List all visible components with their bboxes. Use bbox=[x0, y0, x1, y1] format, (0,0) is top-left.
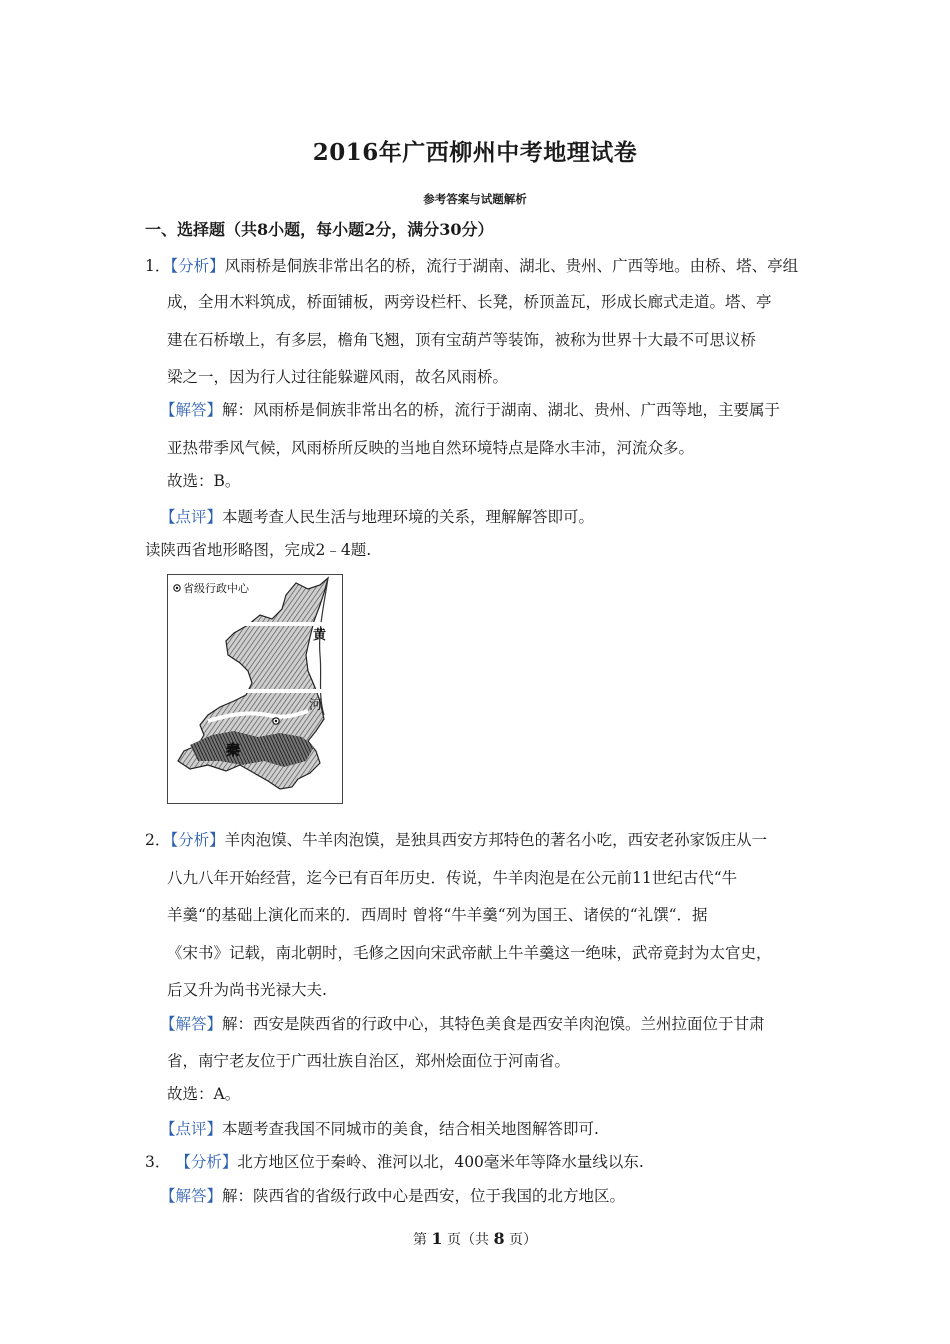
question-1-analysis-line-3: 建在石桥墩上，有多层，檐角飞翘，顶有宝葫芦等装饰，被称为世界十大最不可思议桥 bbox=[167, 331, 757, 349]
analysis-text: 羊肉泡馍、牛羊肉泡馍，是独具西安方邦特色的著名小吃，西安老孙家饭庄从一 bbox=[224, 831, 768, 849]
question-1-analysis-line-1 bbox=[145, 255, 798, 277]
question-3-answer bbox=[160, 1185, 625, 1207]
question-number: 3． bbox=[145, 1153, 171, 1171]
question-2-analysis-line-4: 《宋书》记载，南北朝时，毛修之因向宋武帝献上牛羊羹这一绝味，武帝竟封为太官史， bbox=[167, 944, 772, 962]
question-1-answer-line-2: 亚热带季风气候，风雨桥所反映的当地自然环境特点是降水丰沛，河流众多。 bbox=[167, 439, 695, 457]
answer-tag: 【解答】 bbox=[160, 1015, 223, 1033]
answer-text: 解：西安是陕西省的行政中心，其特色美食是西安羊肉泡馍。兰州拉面位于甘肃 bbox=[222, 1015, 765, 1033]
question-1-analysis-line-4: 梁之一，因为行人过往能躲避风雨，故名风雨桥。 bbox=[167, 368, 509, 386]
footer-middle: 页（共 bbox=[442, 1232, 494, 1248]
footer-suffix: 页） bbox=[504, 1232, 538, 1248]
map-intro: 读陕西省地形略图，完成2﹣4题. bbox=[145, 541, 372, 559]
answer-tag: 【解答】 bbox=[160, 401, 223, 419]
analysis-tag: 【分析】 bbox=[170, 831, 225, 849]
comment-tag: 【点评】 bbox=[160, 508, 223, 526]
map-gap-bottom bbox=[168, 689, 342, 693]
section-heading: 一、选择题（共8小题，每小题2分，满分30分） bbox=[145, 220, 494, 239]
shaanxi-terrain-map bbox=[167, 574, 343, 804]
label-he: 河 bbox=[309, 698, 323, 713]
question-1-analysis-line-2: 成，全用木料筑成，桥面铺板，两旁设栏杆、长凳，桥顶盖瓦，形成长廊式走道。塔、亭 bbox=[167, 293, 772, 311]
legend-symbol-dot bbox=[176, 587, 178, 589]
label-huang: 黄 bbox=[313, 628, 327, 643]
question-2-choice: 故选：A。 bbox=[167, 1085, 241, 1103]
question-1-answer-line-1 bbox=[160, 399, 780, 421]
question-3-analysis bbox=[145, 1151, 644, 1173]
page-total: 8 bbox=[493, 1229, 505, 1248]
question-number: 2． bbox=[145, 831, 171, 849]
page-footer bbox=[0, 1229, 950, 1249]
answer-text: 解：风雨桥是侗族非常出名的桥，流行于湖南、湖北、贵州、广西等地，主要属于 bbox=[222, 401, 781, 419]
comment-text: 本题考查我国不同城市的美食，结合相关地图解答即可. bbox=[222, 1120, 599, 1138]
question-2-analysis-line-3: 羊羹“的基础上演化而来的．西周时 曾将“牛羊羹“列为国王、诸侯的“礼馔“．据 bbox=[167, 906, 708, 924]
question-number: 1． bbox=[145, 257, 171, 275]
legend-label: 省级行政中心 bbox=[183, 582, 249, 595]
map-drawing bbox=[168, 575, 342, 803]
question-2-comment bbox=[160, 1118, 599, 1140]
analysis-tag: 【分析】 bbox=[170, 257, 225, 275]
comment-text: 本题考查人民生活与地理环境的关系，理解解答即可。 bbox=[222, 508, 595, 526]
question-2-analysis-line-2: 八九八年开始经营，迄今已有百年历史．传说，牛羊肉泡是在公元前11世纪古代“牛 bbox=[167, 869, 738, 887]
answer-tag: 【解答】 bbox=[160, 1187, 223, 1205]
page-title: 2016年广西柳州中考地理试卷 bbox=[312, 139, 638, 166]
footer-prefix: 第 bbox=[412, 1232, 432, 1248]
question-2-analysis-line-1 bbox=[145, 829, 767, 851]
question-2-answer-line-2: 省，南宁老友位于广西壮族自治区，郑州烩面位于河南省。 bbox=[167, 1052, 571, 1070]
analysis-tag: 【分析】 bbox=[175, 1153, 238, 1171]
page-number: 1 bbox=[431, 1229, 443, 1248]
question-2-analysis-line-5: 后又升为尚书光禄大夫. bbox=[167, 981, 327, 999]
map-gap-top bbox=[168, 622, 342, 626]
question-1-choice: 故选：B。 bbox=[167, 472, 241, 490]
analysis-text: 北方地区位于秦岭、淮河以北，400毫米年等降水量线以东. bbox=[237, 1153, 644, 1171]
label-qin: 秦 bbox=[226, 743, 240, 759]
question-2-answer-line-1 bbox=[160, 1013, 765, 1035]
answer-text: 解：陕西省的省级行政中心是西安，位于我国的北方地区。 bbox=[222, 1187, 626, 1205]
capital-marker-dot bbox=[275, 720, 277, 722]
comment-tag: 【点评】 bbox=[160, 1120, 223, 1138]
page-subtitle: 参考答案与试题解析 bbox=[423, 192, 527, 206]
analysis-text: 风雨桥是侗族非常出名的桥，流行于湖南、湖北、贵州、广西等地。由桥、塔、亭组 bbox=[224, 257, 799, 275]
question-1-comment bbox=[160, 506, 594, 528]
